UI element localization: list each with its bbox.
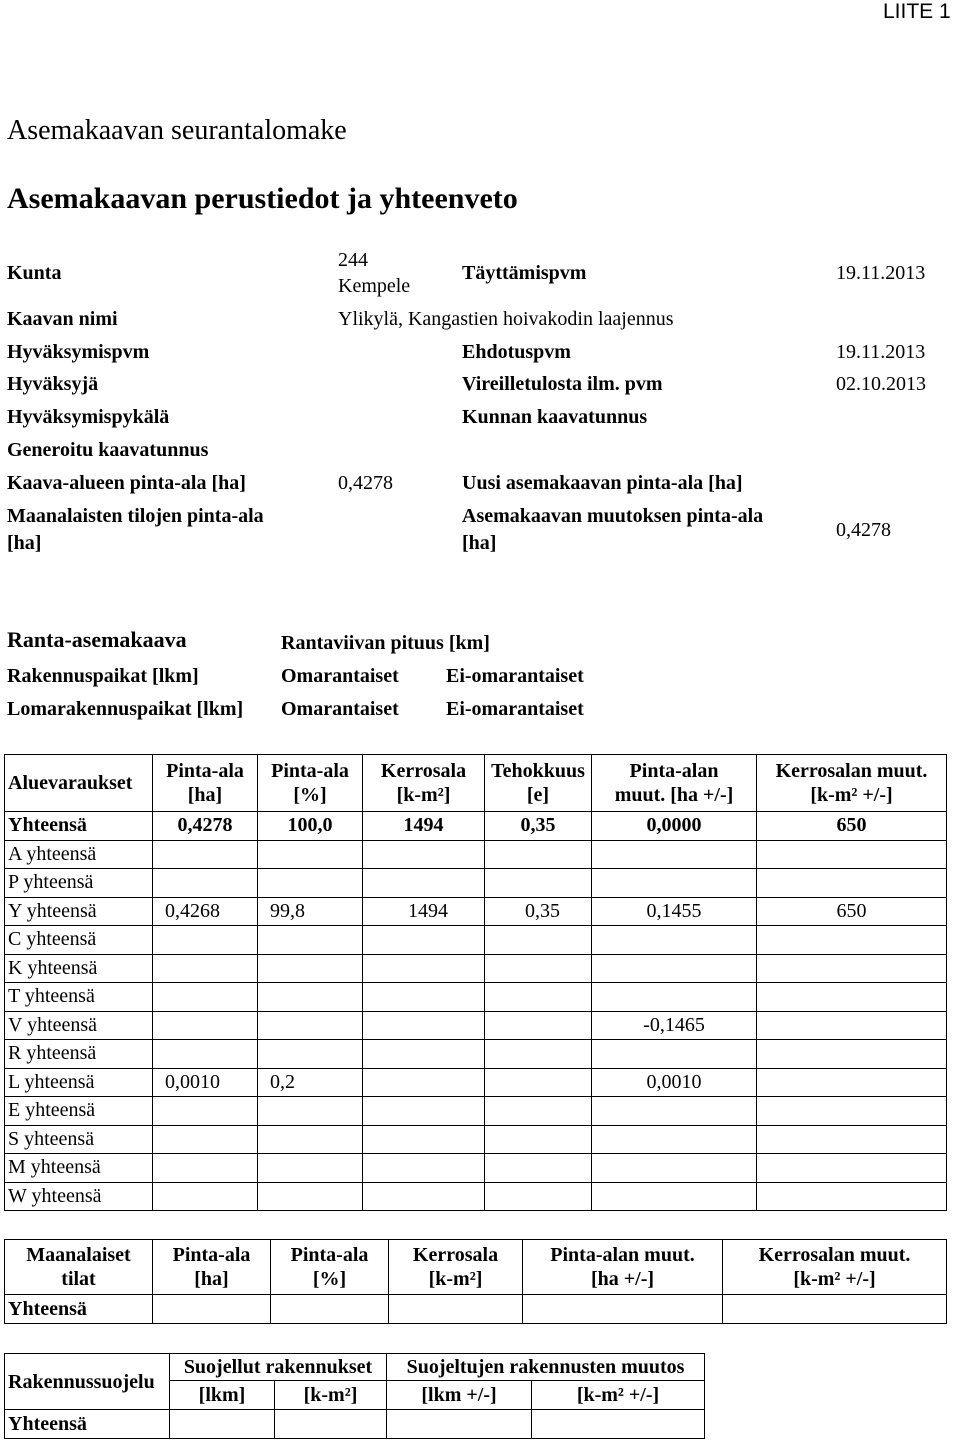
header-line: Pinta-alan muut.	[550, 1244, 695, 1266]
ranta-title: Ranta-asemakaava	[7, 627, 187, 652]
table-cell	[363, 1125, 485, 1154]
table-cell	[592, 869, 757, 898]
header-line: tilat	[61, 1268, 96, 1290]
table-cell	[592, 1040, 757, 1069]
table-row	[5, 1125, 947, 1154]
table-cell	[485, 1011, 592, 1040]
row-label: P yhteensä	[5, 869, 153, 898]
table-cell	[258, 1154, 363, 1183]
column-header	[757, 755, 947, 812]
header-line: Kerrosalan muut.	[758, 1244, 911, 1266]
table-cell: 0,35	[485, 897, 592, 926]
table-cell	[153, 954, 258, 983]
table-row	[5, 1097, 947, 1126]
header-line: [k-m²]	[428, 1268, 483, 1290]
table-cell: 0,2	[258, 1068, 363, 1097]
table-cell	[485, 1125, 592, 1154]
header-line: Pinta-alan	[629, 760, 719, 782]
table-cell	[757, 1068, 947, 1097]
row-label: E yhteensä	[5, 1097, 153, 1126]
aluevaraukset-table	[4, 754, 947, 1211]
table-row	[5, 1154, 947, 1183]
column-header	[592, 755, 757, 812]
table-cell: 100,0	[258, 812, 363, 841]
muutoksen-label-line2: [ha]	[462, 532, 497, 554]
table-cell: 99,8	[258, 897, 363, 926]
table-cell	[723, 1295, 947, 1324]
kunta-name: Kempele	[338, 275, 411, 297]
table-row	[5, 1295, 947, 1324]
row-label: Yhteensä	[5, 812, 153, 841]
row-label: R yhteensä	[5, 1040, 153, 1069]
header-line: Pinta-ala	[290, 1244, 369, 1266]
table-cell: 0,0010	[153, 1068, 258, 1097]
table-cell	[363, 1182, 485, 1211]
header-line: [k-m² +/-]	[793, 1268, 876, 1290]
row-label: A yhteensä	[5, 840, 153, 869]
table-row	[5, 897, 947, 926]
table-cell	[153, 869, 258, 898]
lomarakennuspaikat-label: Lomarakennuspaikat [lkm]	[7, 698, 244, 720]
hyvaksymispvm-label: Hyväksymispvm	[7, 341, 150, 363]
group-header: Suojeltujen rakennusten muutos	[387, 1354, 705, 1381]
table-row	[5, 840, 947, 869]
table-cell	[757, 869, 947, 898]
omarantaiset-label-2: Omarantaiset	[281, 698, 399, 720]
table-cell	[485, 1040, 592, 1069]
maanalaisten-label-line2: [ha]	[7, 532, 42, 554]
table-cell: -0,1465	[592, 1011, 757, 1040]
table-cell	[363, 840, 485, 869]
table-cell	[153, 1040, 258, 1069]
table-cell	[757, 1040, 947, 1069]
table-cell	[153, 1097, 258, 1126]
kaavan-nimi-value: Ylikylä, Kangastien hoivakodin laajennus	[338, 308, 674, 330]
column-header: [lkm +/-]	[387, 1381, 532, 1410]
table-cell	[757, 1011, 947, 1040]
kaavan-nimi-label: Kaavan nimi	[7, 308, 118, 330]
table-cell	[592, 954, 757, 983]
column-header: [lkm]	[170, 1381, 275, 1410]
header-line: [%]	[293, 784, 327, 806]
table-cell	[363, 1068, 485, 1097]
header-rakennussuojelu: Rakennussuojelu	[5, 1354, 170, 1410]
table-cell	[389, 1295, 523, 1324]
uusi-asemakaava-label: Uusi asemakaavan pinta-ala [ha]	[462, 472, 743, 494]
table-cell: 650	[757, 812, 947, 841]
table-cell	[592, 1125, 757, 1154]
row-label: M yhteensä	[5, 1154, 153, 1183]
table-cell	[258, 926, 363, 955]
table-cell: 0,4268	[153, 897, 258, 926]
kunnan-kaavatunnus-label: Kunnan kaavatunnus	[462, 406, 648, 428]
header-line: Tehokkuus	[491, 760, 585, 782]
kaava-alue-value: 0,4278	[338, 472, 393, 494]
table-row	[5, 1410, 705, 1439]
table-header-row	[5, 1354, 705, 1381]
header-line: [k-m² +/-]	[810, 784, 893, 806]
row-label: S yhteensä	[5, 1125, 153, 1154]
table-header-row	[5, 755, 947, 812]
table-cell: 1494	[363, 897, 485, 926]
suojelu-table	[4, 1353, 705, 1439]
column-header	[723, 1240, 947, 1295]
table-cell	[258, 840, 363, 869]
table-cell	[592, 840, 757, 869]
table-row	[5, 812, 947, 841]
table-header-row	[5, 1240, 947, 1295]
header-line: [ha +/-]	[590, 1268, 655, 1290]
table-cell	[153, 1125, 258, 1154]
table-cell: 0,35	[485, 812, 592, 841]
omarantaiset-label-1: Omarantaiset	[281, 665, 399, 687]
table-row	[5, 1040, 947, 1069]
table-cell	[153, 983, 258, 1012]
table-cell	[170, 1410, 275, 1439]
tayttamispvm-label: Täyttämispvm	[462, 262, 587, 284]
table-cell	[757, 1154, 947, 1183]
row-label: V yhteensä	[5, 1011, 153, 1040]
table-cell	[532, 1410, 705, 1439]
table-cell	[153, 840, 258, 869]
table-cell	[485, 840, 592, 869]
table-row	[5, 983, 947, 1012]
header-line: Aluevaraukset	[8, 772, 133, 794]
table-cell	[485, 983, 592, 1012]
column-header	[153, 1240, 271, 1295]
rantaviiva-label: Rantaviivan pituus [km]	[281, 632, 490, 654]
header-line: Pinta-ala	[271, 760, 349, 782]
table-row	[5, 1011, 947, 1040]
table-cell: 0,0000	[592, 812, 757, 841]
table-cell	[363, 1011, 485, 1040]
vireille-value: 02.10.2013	[836, 373, 926, 395]
row-label: Yhteensä	[5, 1410, 170, 1439]
header-line: Pinta-ala	[166, 760, 244, 782]
table-cell: 0,0010	[592, 1068, 757, 1097]
tayttamispvm-value: 19.11.2013	[836, 262, 926, 284]
table-cell	[271, 1295, 389, 1324]
table-cell	[363, 954, 485, 983]
table-cell	[153, 926, 258, 955]
column-header: [k-m² +/-]	[532, 1381, 705, 1410]
rakennuspaikat-label: Rakennuspaikat [lkm]	[7, 665, 199, 687]
ei-omarantaiset-label-1: Ei-omarantaiset	[446, 665, 584, 687]
table-cell	[592, 926, 757, 955]
table-cell	[363, 926, 485, 955]
table-cell	[592, 1182, 757, 1211]
table-row	[5, 1068, 947, 1097]
table-cell: 0,1455	[592, 897, 757, 926]
table-cell: 650	[757, 897, 947, 926]
table-cell	[258, 869, 363, 898]
header-line: Maanalaiset	[26, 1244, 131, 1266]
column-header	[153, 755, 258, 812]
table-cell	[363, 1097, 485, 1126]
table-cell	[485, 1154, 592, 1183]
muutoksen-value: 0,4278	[836, 519, 891, 541]
attachment-label: LIITE 1	[883, 0, 951, 23]
table-cell	[485, 1097, 592, 1126]
table-row	[5, 1182, 947, 1211]
table-cell	[523, 1295, 723, 1324]
table-cell	[363, 1040, 485, 1069]
table-cell: 1494	[363, 812, 485, 841]
muutoksen-label-line1: Asemakaavan muutoksen pinta-ala	[462, 505, 764, 527]
row-label: T yhteensä	[5, 983, 153, 1012]
table-cell	[485, 1182, 592, 1211]
section-title: Asemakaavan perustiedot ja yhteenveto	[7, 182, 518, 215]
table-cell	[258, 1182, 363, 1211]
ei-omarantaiset-label-2: Ei-omarantaiset	[446, 698, 584, 720]
table-cell	[258, 1040, 363, 1069]
row-label: L yhteensä	[5, 1068, 153, 1097]
column-header	[363, 755, 485, 812]
column-header: [k-m²]	[275, 1381, 387, 1410]
kaava-alue-label: Kaava-alueen pinta-ala [ha]	[7, 472, 246, 494]
table-cell	[592, 1097, 757, 1126]
generoitu-kaavatunnus-label: Generoitu kaavatunnus	[7, 439, 209, 461]
table-cell	[363, 1154, 485, 1183]
table-cell	[275, 1410, 387, 1439]
header-line: [k-m²]	[396, 784, 451, 806]
header-line: muut. [ha +/-]	[614, 784, 734, 806]
vireille-label: Vireilletulosta ilm. pvm	[462, 373, 663, 395]
page-title: Asemakaavan seurantalomake	[7, 115, 347, 146]
row-label: Yhteensä	[5, 1295, 153, 1324]
column-header	[258, 755, 363, 812]
table-cell	[363, 983, 485, 1012]
row-label: K yhteensä	[5, 954, 153, 983]
table-cell	[485, 869, 592, 898]
header-line: [e]	[526, 784, 550, 806]
header-aluevaraukset	[5, 755, 153, 812]
ehdotuspvm-value: 19.11.2013	[836, 341, 926, 363]
table-row	[5, 954, 947, 983]
table-cell	[757, 1182, 947, 1211]
table-cell	[153, 1295, 271, 1324]
table-cell	[757, 840, 947, 869]
table-row	[5, 869, 947, 898]
column-header	[271, 1240, 389, 1295]
column-header	[523, 1240, 723, 1295]
ehdotuspvm-label: Ehdotuspvm	[462, 341, 571, 363]
group-header: Suojellut rakennukset	[170, 1354, 387, 1381]
table-cell	[485, 1068, 592, 1097]
table-cell	[153, 1154, 258, 1183]
hyvaksyja-label: Hyväksyjä	[7, 373, 99, 395]
row-label: Y yhteensä	[5, 897, 153, 926]
row-label: W yhteensä	[5, 1182, 153, 1211]
kunta-label: Kunta	[7, 262, 62, 284]
header-line: [ha]	[194, 1268, 229, 1290]
table-cell	[592, 1154, 757, 1183]
header-line: Kerrosala	[412, 1244, 499, 1266]
table-cell	[258, 1011, 363, 1040]
table-cell	[485, 954, 592, 983]
table-cell	[757, 1125, 947, 1154]
maanalaiset-table	[4, 1239, 947, 1324]
column-header	[5, 1240, 153, 1295]
table-cell	[592, 983, 757, 1012]
header-line: Pinta-ala	[172, 1244, 251, 1266]
table-cell	[258, 954, 363, 983]
table-cell: 0,4278	[153, 812, 258, 841]
table-cell	[258, 1097, 363, 1126]
header-line: [ha]	[187, 784, 223, 806]
header-line: Kerrosala	[380, 760, 467, 782]
header-line: [%]	[312, 1268, 347, 1290]
table-cell	[153, 1182, 258, 1211]
table-cell	[258, 983, 363, 1012]
row-label: C yhteensä	[5, 926, 153, 955]
table-cell	[363, 869, 485, 898]
kunta-code: 244	[338, 249, 368, 271]
maanalaisten-label-line1: Maanalaisten tilojen pinta-ala	[7, 505, 264, 527]
hyvaksymispykala-label: Hyväksymispykälä	[7, 406, 170, 428]
table-cell	[153, 1011, 258, 1040]
table-cell	[485, 926, 592, 955]
column-header	[485, 755, 592, 812]
table-cell	[757, 983, 947, 1012]
header-line: Kerrosalan muut.	[775, 760, 928, 782]
column-header	[389, 1240, 523, 1295]
table-cell	[258, 1125, 363, 1154]
table-cell	[757, 1097, 947, 1126]
table-cell	[757, 954, 947, 983]
table-row	[5, 926, 947, 955]
table-cell	[387, 1410, 532, 1439]
table-cell	[757, 926, 947, 955]
